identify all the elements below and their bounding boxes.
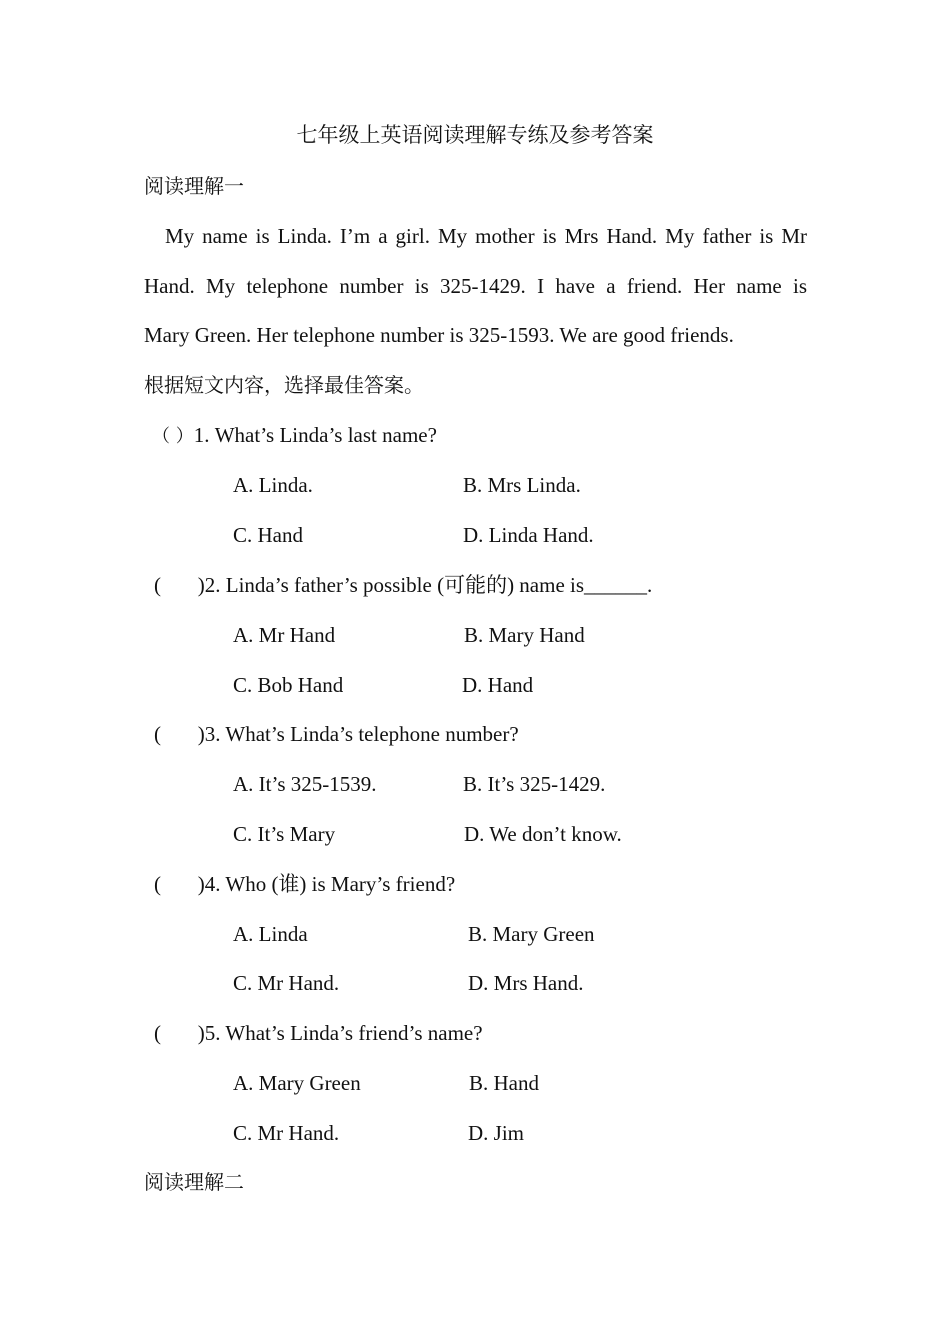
question-4 — [154, 870, 455, 898]
question-3 — [154, 720, 519, 748]
option-a: A. Linda — [233, 922, 308, 946]
question-text: 5. What’s Linda’s friend’s name? — [204, 1021, 483, 1045]
option-c: C. Mr Hand. — [233, 971, 340, 995]
question-text: 1. What’s Linda’s last name? — [193, 423, 437, 447]
question-5 — [154, 1019, 483, 1047]
passage-line-2: Hand. My telephone number is 325-1429. I have a friend. Her name is — [144, 274, 807, 298]
option-c: C. It’s Mary — [233, 822, 336, 846]
option-b: B. Mary Green — [468, 922, 595, 946]
option-b: B. It’s 325-1429. — [463, 772, 606, 796]
option-d: D. Jim — [468, 1121, 525, 1145]
option-b: B. Mary Hand — [464, 623, 585, 647]
question-text: 3. What’s Linda’s telephone number? — [204, 722, 519, 746]
question-2 — [154, 571, 652, 599]
answer-blank[interactable]: ( ) — [154, 573, 205, 597]
option-d: D. Linda Hand. — [463, 523, 594, 547]
answer-blank[interactable]: ( ) — [154, 872, 205, 896]
option-a: A. Mr Hand — [233, 623, 336, 647]
answer-blank[interactable]: ( ) — [154, 722, 205, 746]
question-text: 4. Who (谁) is Mary’s friend? — [204, 872, 456, 896]
option-d: D. Mrs Hand. — [468, 971, 584, 995]
answer-blank[interactable]: （ ） — [152, 426, 194, 447]
option-b: B. Hand — [469, 1071, 539, 1095]
section-heading-2: 阅读理解二 — [144, 1170, 244, 1194]
question-text: 2. Linda’s father’s possible (可能的) name is______. — [204, 573, 653, 597]
passage-line-1: My name is Linda. I’m a girl. My mother is Mrs Hand. My father is Mr — [165, 224, 807, 248]
option-d: D. We don’t know. — [464, 822, 622, 846]
option-c: C. Mr Hand. — [233, 1121, 340, 1145]
page-title: 七年级上英语阅读理解专练及参考答案 — [296, 123, 654, 147]
option-a: A. It’s 325-1539. — [233, 772, 377, 796]
section-heading-1: 阅读理解一 — [144, 174, 244, 198]
option-c: C. Hand — [233, 523, 303, 547]
option-a: A. Mary Green — [233, 1071, 361, 1095]
option-b: B. Mrs Linda. — [463, 473, 581, 497]
question-1 — [152, 421, 437, 451]
instruction-text: 根据短文内容，选择最佳答案。 — [144, 373, 424, 397]
option-c: C. Bob Hand — [233, 673, 344, 697]
passage-line-3: Mary Green. Her telephone number is 325-1593. We are good friends. — [144, 323, 734, 347]
option-d: D. Hand — [462, 673, 534, 697]
answer-blank[interactable]: ( ) — [154, 1021, 205, 1045]
option-a: A. Linda. — [233, 473, 313, 497]
